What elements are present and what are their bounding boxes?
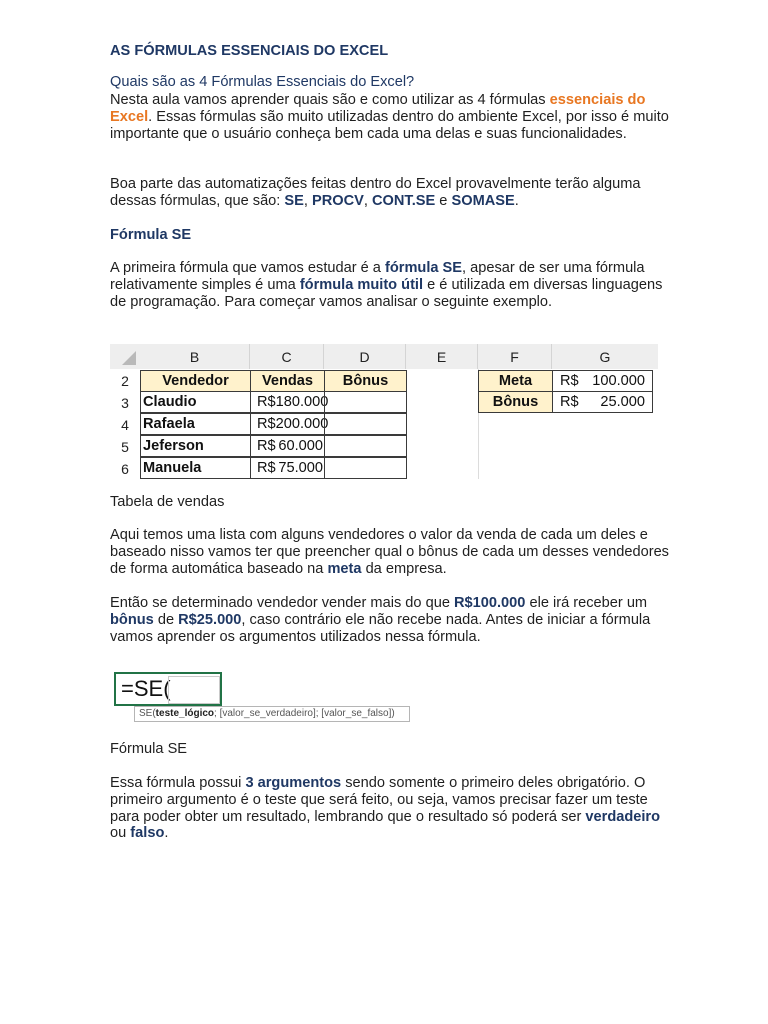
currency-symbol: R$ xyxy=(257,460,276,476)
para-bold: R$25.000 xyxy=(178,611,242,628)
intro-text: Nesta aula vamos aprender quais são e como utilizar as 4 fórmulas xyxy=(110,92,550,108)
row-header-2: 2 xyxy=(121,373,129,389)
side-label-meta: Meta xyxy=(478,370,553,392)
period: . xyxy=(514,192,519,209)
currency-symbol: R$ xyxy=(560,373,579,389)
formula-cell-inner xyxy=(168,676,220,704)
table-header-bonus: Bônus xyxy=(324,370,407,392)
table-row-name: Jeferson xyxy=(140,435,251,457)
para-bold: fórmula muito útil xyxy=(299,276,424,293)
section-heading: Fórmula SE xyxy=(110,227,192,243)
currency-symbol: R$ xyxy=(257,394,276,410)
intro-highlight: essenciais do Excel xyxy=(110,92,646,125)
table-row-bonus xyxy=(324,413,407,435)
para-bold: bônus xyxy=(110,611,154,628)
automation-text: Boa parte das automatizações feitas dentro do Excel provavelmente terão alguma dessas fórmulas, que são: xyxy=(110,176,641,209)
formula-name-procv: PROCV xyxy=(311,192,364,209)
formula-name-somase: SOMASE xyxy=(451,192,515,209)
row-header-5: 5 xyxy=(121,439,129,455)
formula-cell-image xyxy=(114,672,222,706)
column-header-b: B xyxy=(140,344,250,369)
para-text: Aqui temos uma lista com alguns vendedores o valor da venda de cada um deles e baseado nisso vamos ter que preencher qual o bônus de cada um desses vendedores de forma automática baseado na xyxy=(110,527,669,577)
table-row-bonus xyxy=(324,435,407,457)
currency-symbol: R$ xyxy=(560,394,579,410)
sales-value: 60.000 xyxy=(278,438,323,454)
table-caption: Tabela de vendas xyxy=(110,494,225,510)
row-header-3: 3 xyxy=(121,395,129,411)
para-bold: verdadeiro xyxy=(585,808,661,825)
formula-se-paragraph xyxy=(110,260,670,310)
para-text: ou xyxy=(110,825,131,842)
separator: , xyxy=(303,192,312,209)
separator: , xyxy=(363,192,372,209)
para-bold: meta xyxy=(327,560,362,577)
sales-value: 75.000 xyxy=(278,460,323,476)
row-header-4: 4 xyxy=(121,417,129,433)
column-header-g: G xyxy=(552,344,658,369)
formula-name-se: SE xyxy=(284,192,304,209)
para-text: Então se determinado vendedor vender mais do que xyxy=(110,595,454,611)
table-row-sales xyxy=(250,457,325,479)
select-all-corner xyxy=(110,344,140,369)
table-header-vendas: Vendas xyxy=(250,370,325,392)
intro-paragraph xyxy=(110,92,670,142)
automation-paragraph xyxy=(110,176,670,210)
formula-caption: Fórmula SE xyxy=(110,741,188,757)
formula-tooltip xyxy=(134,706,410,722)
row-header-6: 6 xyxy=(121,461,129,477)
table-row-name: Rafaela xyxy=(140,413,251,435)
tooltip-prefix: SE( xyxy=(139,708,156,719)
column-header-e: E xyxy=(406,344,478,369)
para-bold: falso xyxy=(130,825,165,842)
formula-name-contse: CONT.SE xyxy=(372,192,436,209)
table-row-bonus xyxy=(324,391,407,413)
para-text: , caso contrário ele não recebe nada. Antes de iniciar a fórmula vamos aprender os argumentos utilizados nessa fórmula. xyxy=(110,611,651,645)
tooltip-rest: ; [valor_se_verdadeiro]; [valor_se_falso]) xyxy=(214,708,395,719)
table-row-sales xyxy=(250,413,329,435)
meta-value: 100.000 xyxy=(592,373,645,389)
para-text: , apesar de ser uma fórmula relativamente simples é uma xyxy=(110,260,645,293)
side-value-bonus xyxy=(552,391,653,413)
column-header-d: D xyxy=(324,344,406,369)
currency-symbol: R$ xyxy=(257,438,276,454)
table-row-bonus xyxy=(324,457,407,479)
bonus-rule-paragraph xyxy=(110,595,670,645)
column-header-c: C xyxy=(250,344,324,369)
para-text: ele irá receber um xyxy=(525,595,648,611)
para-text: e é utilizada em diversas linguagens de programação. Para começar vamos analisar o seguinte exemplo. xyxy=(110,276,663,310)
para-text: da empresa. xyxy=(361,560,447,577)
column-header-f: F xyxy=(478,344,552,369)
table-row-sales xyxy=(250,391,329,413)
formula-text: =SE( xyxy=(121,676,171,701)
page-subtitle: Quais são as 4 Fórmulas Essenciais do Excel? xyxy=(110,74,415,90)
spreadsheet-image xyxy=(110,344,658,482)
currency-symbol: R$ xyxy=(257,416,276,432)
para-text: sendo somente o primeiro deles obrigatório. O primeiro argumento é o teste que será feito, ou seja, vamos precisar fazer um teste para poder obter um resultado, lembrando que o resultado só poderá ser xyxy=(110,775,648,825)
para-text: Essa fórmula possui xyxy=(110,775,246,791)
para-bold: R$100.000 xyxy=(454,595,526,611)
table-row-name: Manuela xyxy=(140,457,251,479)
para-bold: 3 argumentos xyxy=(245,775,342,791)
para-text: de xyxy=(153,611,179,628)
bonus-value: 25.000 xyxy=(600,394,645,410)
period: . xyxy=(164,825,169,842)
separator: e xyxy=(435,192,452,209)
table-header-vendedor: Vendedor xyxy=(140,370,251,392)
sales-value: 180.000 xyxy=(275,394,329,410)
tooltip-bold-arg: teste_lógico xyxy=(155,708,215,719)
side-label-bonus: Bônus xyxy=(478,391,553,413)
para-text: A primeira fórmula que vamos estudar é a xyxy=(110,260,385,276)
intro-text-2: . Essas fórmulas são muito utilizadas dentro do ambiente Excel, por isso é muito importante que o usuário conheça bem cada uma delas e suas funcionalidades. xyxy=(110,108,669,142)
table-row-name: Claudio xyxy=(140,391,251,413)
table-row-sales xyxy=(250,435,325,457)
sales-value: 200.000 xyxy=(275,416,329,432)
page-title: AS FÓRMULAS ESSENCIAIS DO EXCEL xyxy=(110,43,389,59)
para-bold: fórmula SE xyxy=(384,260,463,276)
arguments-paragraph xyxy=(110,775,670,842)
side-value-meta xyxy=(552,370,653,392)
sales-list-paragraph xyxy=(110,527,670,577)
